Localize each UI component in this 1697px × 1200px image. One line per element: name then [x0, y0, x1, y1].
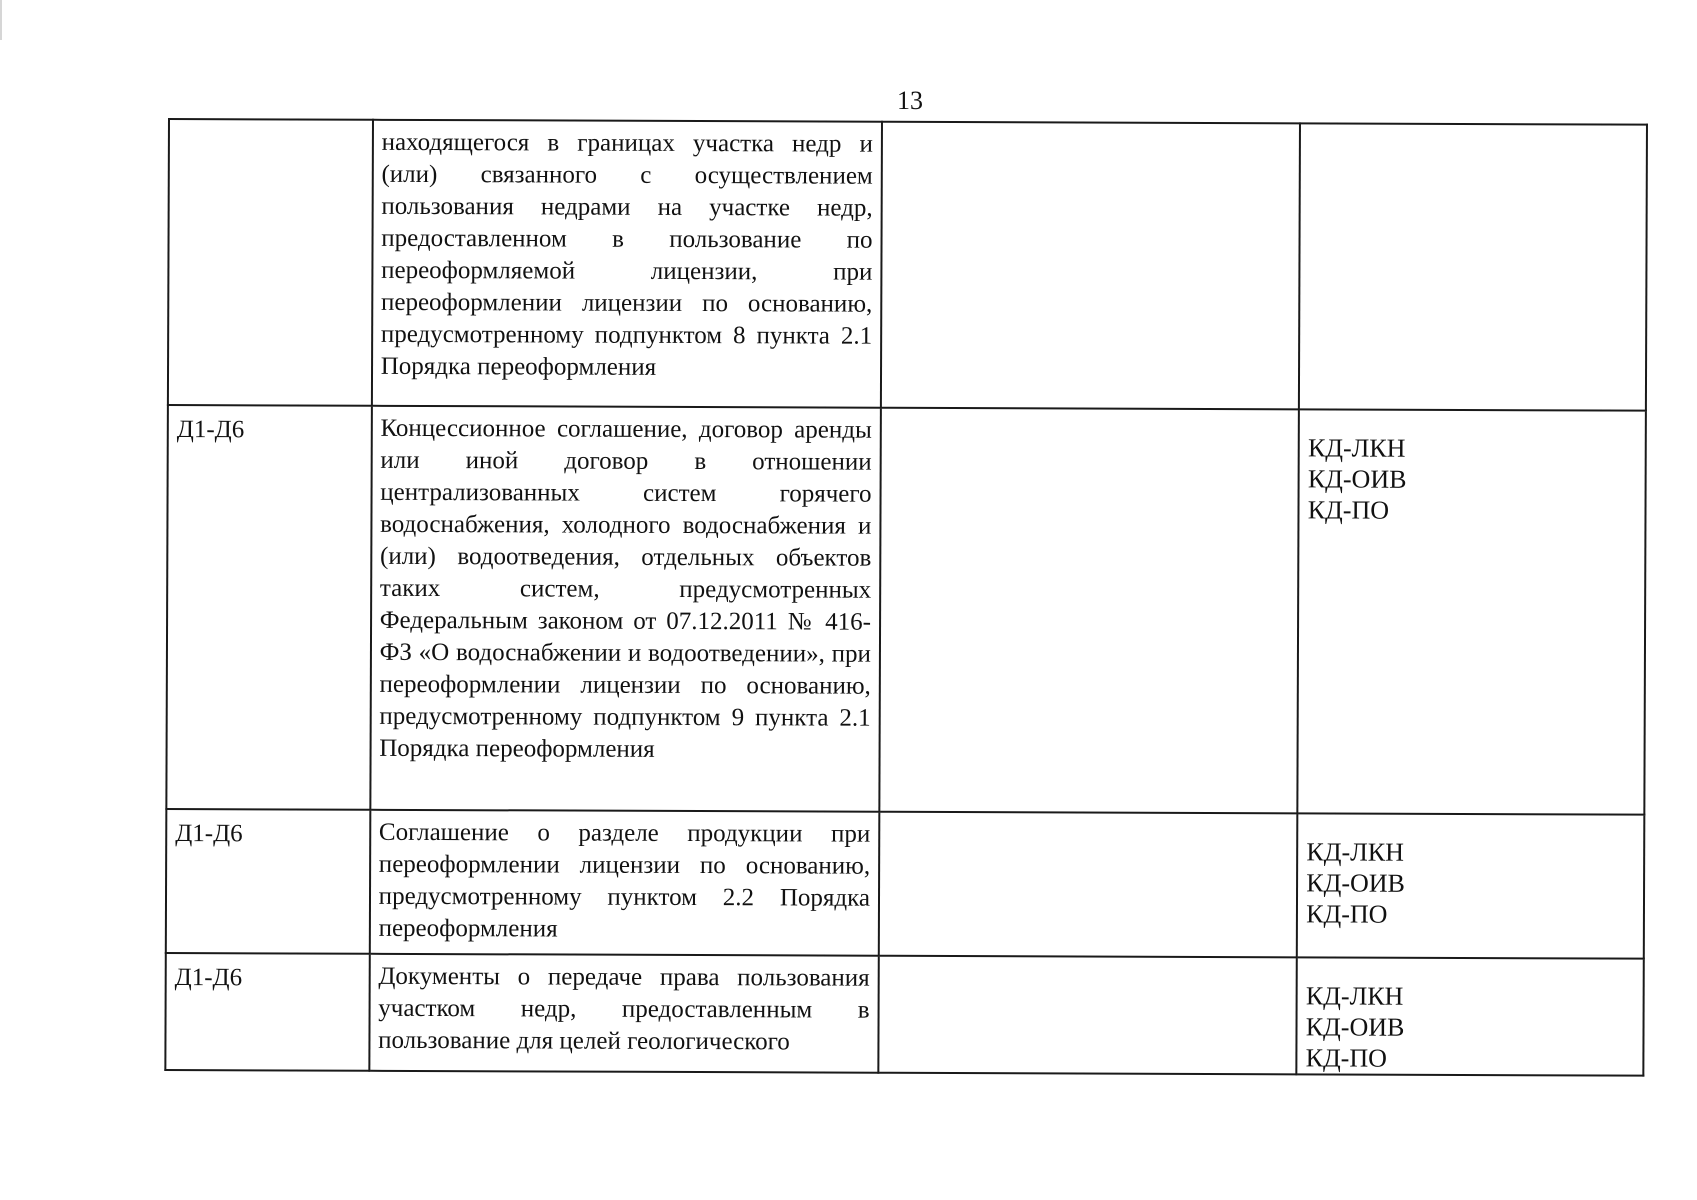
refs-cell — [1297, 957, 1644, 1075]
description-text: Соглашение о разделе продукции при переоформлении лицензии по основанию, предусмотренному пунктом 2.2 Порядка переоформления — [378, 818, 871, 943]
table-row — [166, 405, 1646, 815]
ref-item: КД-ЛКН — [1305, 981, 1404, 1011]
refs-list — [1308, 416, 1637, 526]
description-text: Документы о передаче права пользования участком недр, предоставленным в пользование для целей геологического — [378, 962, 870, 1056]
page-number: 13 — [897, 86, 923, 115]
empty-cell — [878, 956, 1297, 1075]
description-cell — [369, 954, 879, 1073]
code-text: Д1-Д6 — [174, 964, 243, 992]
description-text: Концессионное соглашение, договор аренды или иной договор в отношении централизованных систем горячего водоснабжения, холодного водоснабжения и (или) водоотведения, отдельных объектов таких систем, предусмотренных Федеральным законом от 07.12.2011 № 416-ФЗ «О водоснабжении и водоотведении», при переоформлении лицензии по основанию, предусмотренному подпунктом 9 пункта 2.1 Порядка переоформления — [379, 414, 872, 763]
description-cell — [369, 810, 879, 956]
scan-margin-mark — [0, 0, 2, 40]
empty-cell — [879, 812, 1298, 958]
refs-cell — [1297, 813, 1644, 958]
code-cell — [165, 953, 369, 1071]
ref-item: КД-ЛКН — [1306, 837, 1404, 867]
ref-item: КД-ПО — [1306, 899, 1388, 929]
code-text: Д1-Д6 — [175, 820, 243, 848]
ref-item: КД-ЛКН — [1307, 433, 1406, 463]
code-cell — [168, 119, 373, 406]
description-cell — [372, 120, 882, 408]
description-text: находящегося в границах участка недр и (или) связанного с осуществлением пользования недрами на участке недр, предоставленном в пользование по переоформляемой лицензии, при переоформлении лицензии по основанию, предусмотренному подпунктом 8 пункта 2.1 Порядка переоформления — [380, 128, 873, 381]
code-cell — [166, 405, 371, 810]
ref-item: КД-ОИВ — [1306, 868, 1406, 898]
ref-item: КД-ОИВ — [1307, 464, 1407, 494]
code-cell — [166, 809, 370, 954]
refs-cell — [1298, 409, 1646, 814]
refs-list — [1306, 820, 1635, 930]
ref-item: КД-ПО — [1305, 1043, 1387, 1073]
empty-cell — [879, 408, 1299, 814]
refs-cell — [1299, 123, 1647, 410]
table-row — [165, 953, 1643, 1076]
description-cell — [370, 406, 881, 812]
code-text: Д1-Д6 — [176, 416, 245, 444]
empty-cell — [881, 122, 1300, 410]
code-text — [178, 126, 364, 129]
table-row — [168, 119, 1647, 411]
requirements-table — [164, 118, 1648, 1077]
ref-item: КД-ОИВ — [1305, 1012, 1405, 1042]
ref-item: КД-ПО — [1307, 495, 1390, 525]
refs-list — [1306, 964, 1635, 1074]
table-row — [166, 809, 1645, 959]
